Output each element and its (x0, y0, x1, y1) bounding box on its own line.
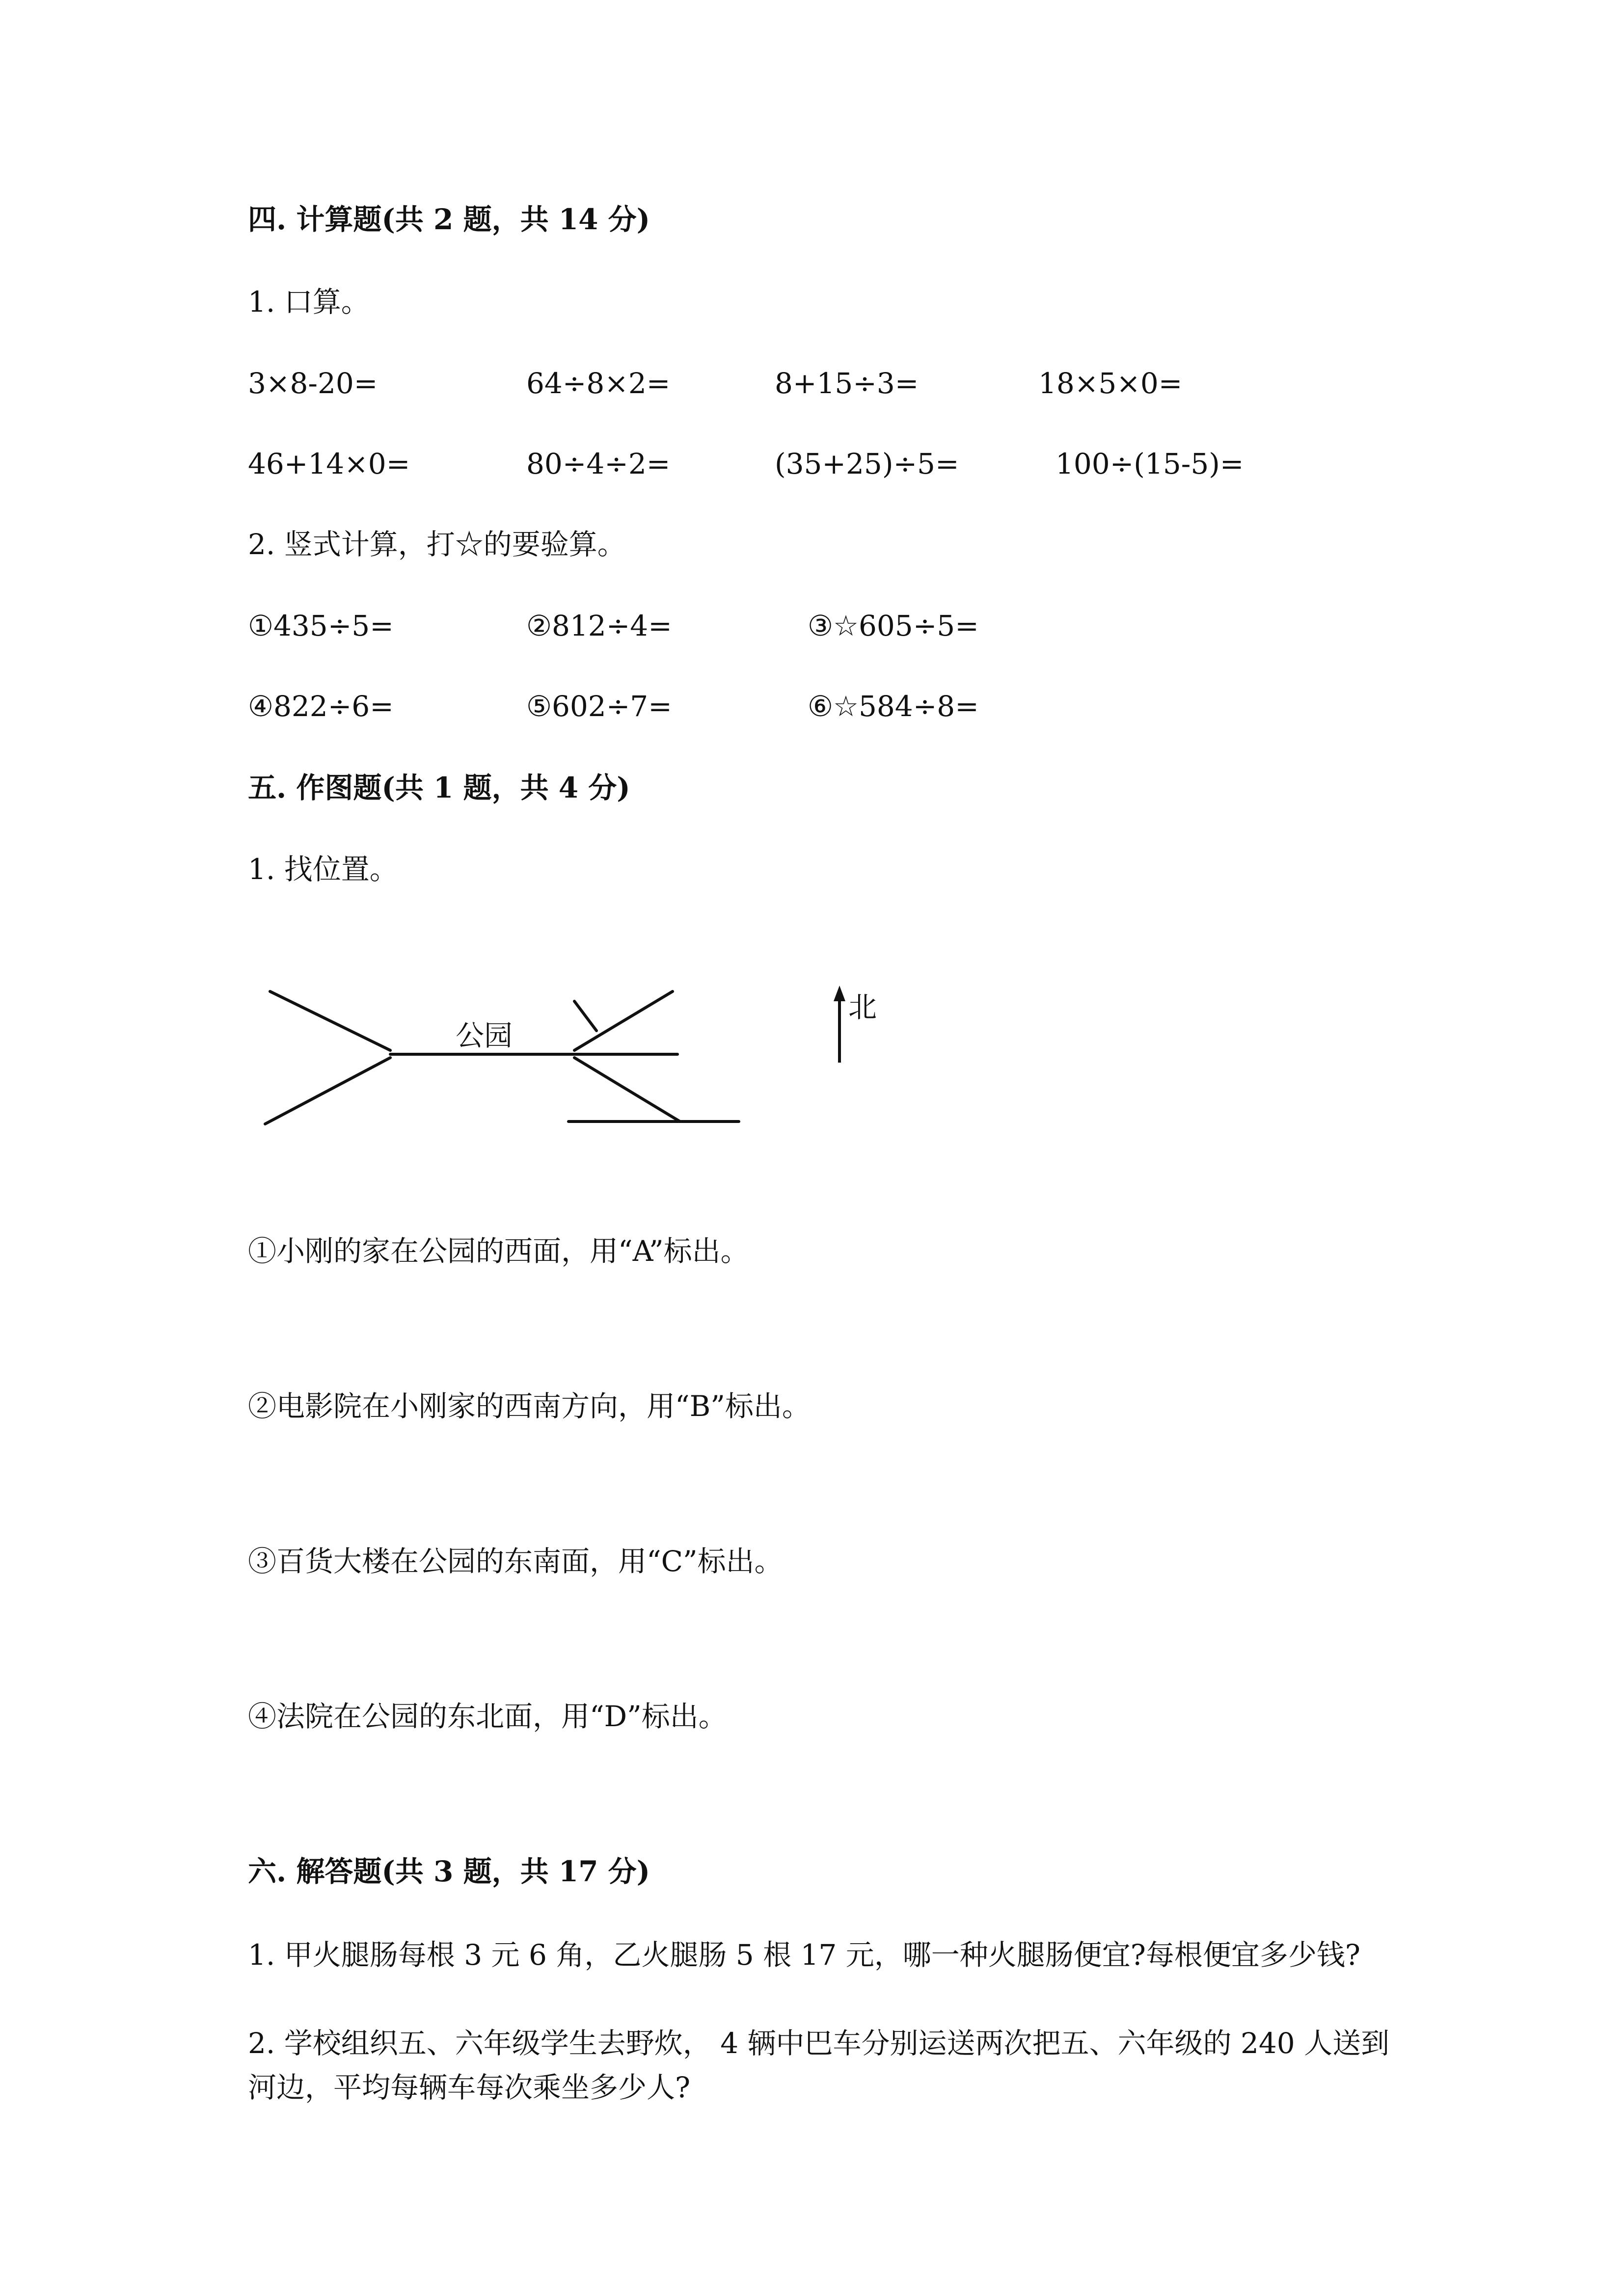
mental-math-item: 64÷8×2= (526, 367, 671, 400)
map-task-c: ③百货大楼在公园的东南面，用“C”标出。 (248, 1545, 783, 1578)
mental-math-item: 3×8-20= (248, 367, 378, 400)
mental-math-item: 80÷4÷2= (526, 447, 671, 481)
section-4-title: 四. 计算题(共 2 题，共 14 分) (248, 203, 650, 236)
position-map-diagram (260, 972, 751, 1139)
mental-math-item: (35+25)÷5= (775, 447, 959, 481)
map-task-b: ②电影院在小刚家的西南方向，用“B”标出。 (248, 1389, 811, 1423)
map-road-line (574, 1058, 680, 1121)
north-arrow-icon (825, 982, 903, 1070)
vertical-calc-item: ③☆605÷5= (808, 609, 979, 642)
map-north-label: 北 (848, 990, 877, 1024)
question-4-2-prompt: 2. 竖式计算，打☆的要验算。 (248, 528, 626, 561)
section-6-title: 六. 解答题(共 3 题，共 17 分) (248, 1855, 650, 1888)
map-road-line (574, 1001, 596, 1031)
vertical-calc-item: ⑥☆584÷8= (808, 690, 979, 723)
vertical-calc-item: ⑤602÷7= (526, 690, 672, 723)
question-4-1-prompt: 1. 口算。 (248, 285, 370, 319)
map-task-a: ①小刚的家在公园的西面，用“A”标出。 (248, 1234, 749, 1268)
mental-math-item: 100÷(15-5)= (1056, 447, 1244, 481)
map-road-line (265, 1058, 390, 1124)
question-5-1-prompt: 1. 找位置。 (248, 853, 398, 886)
mental-math-item: 46+14×0= (248, 447, 410, 481)
mental-math-item: 8+15÷3= (775, 367, 919, 400)
section-5-title: 五. 作图题(共 1 题，共 4 分) (248, 771, 630, 804)
vertical-calc-item: ②812÷4= (526, 609, 672, 642)
map-park-label: 公园 (456, 1019, 513, 1052)
mental-math-item: 18×5×0= (1038, 367, 1183, 400)
word-problem-1: 1. 甲火腿肠每根 3 元 6 角，乙火腿肠 5 根 17 元，哪一种火腿肠便宜?每根便宜多少钱? (248, 1938, 1360, 1972)
vertical-calc-item: ①435÷5= (248, 609, 394, 642)
word-problem-2: 2. 学校组织五、六年级学生去野炊， 4 辆中巴车分别运送两次把五、六年级的 240 人送到河边，平均每辆车每次乘坐多少人? (248, 2027, 1390, 2104)
vertical-calc-item: ④822÷6= (248, 690, 394, 723)
map-task-d: ④法院在公园的东北面，用“D”标出。 (248, 1700, 727, 1733)
map-road-line (270, 991, 390, 1050)
